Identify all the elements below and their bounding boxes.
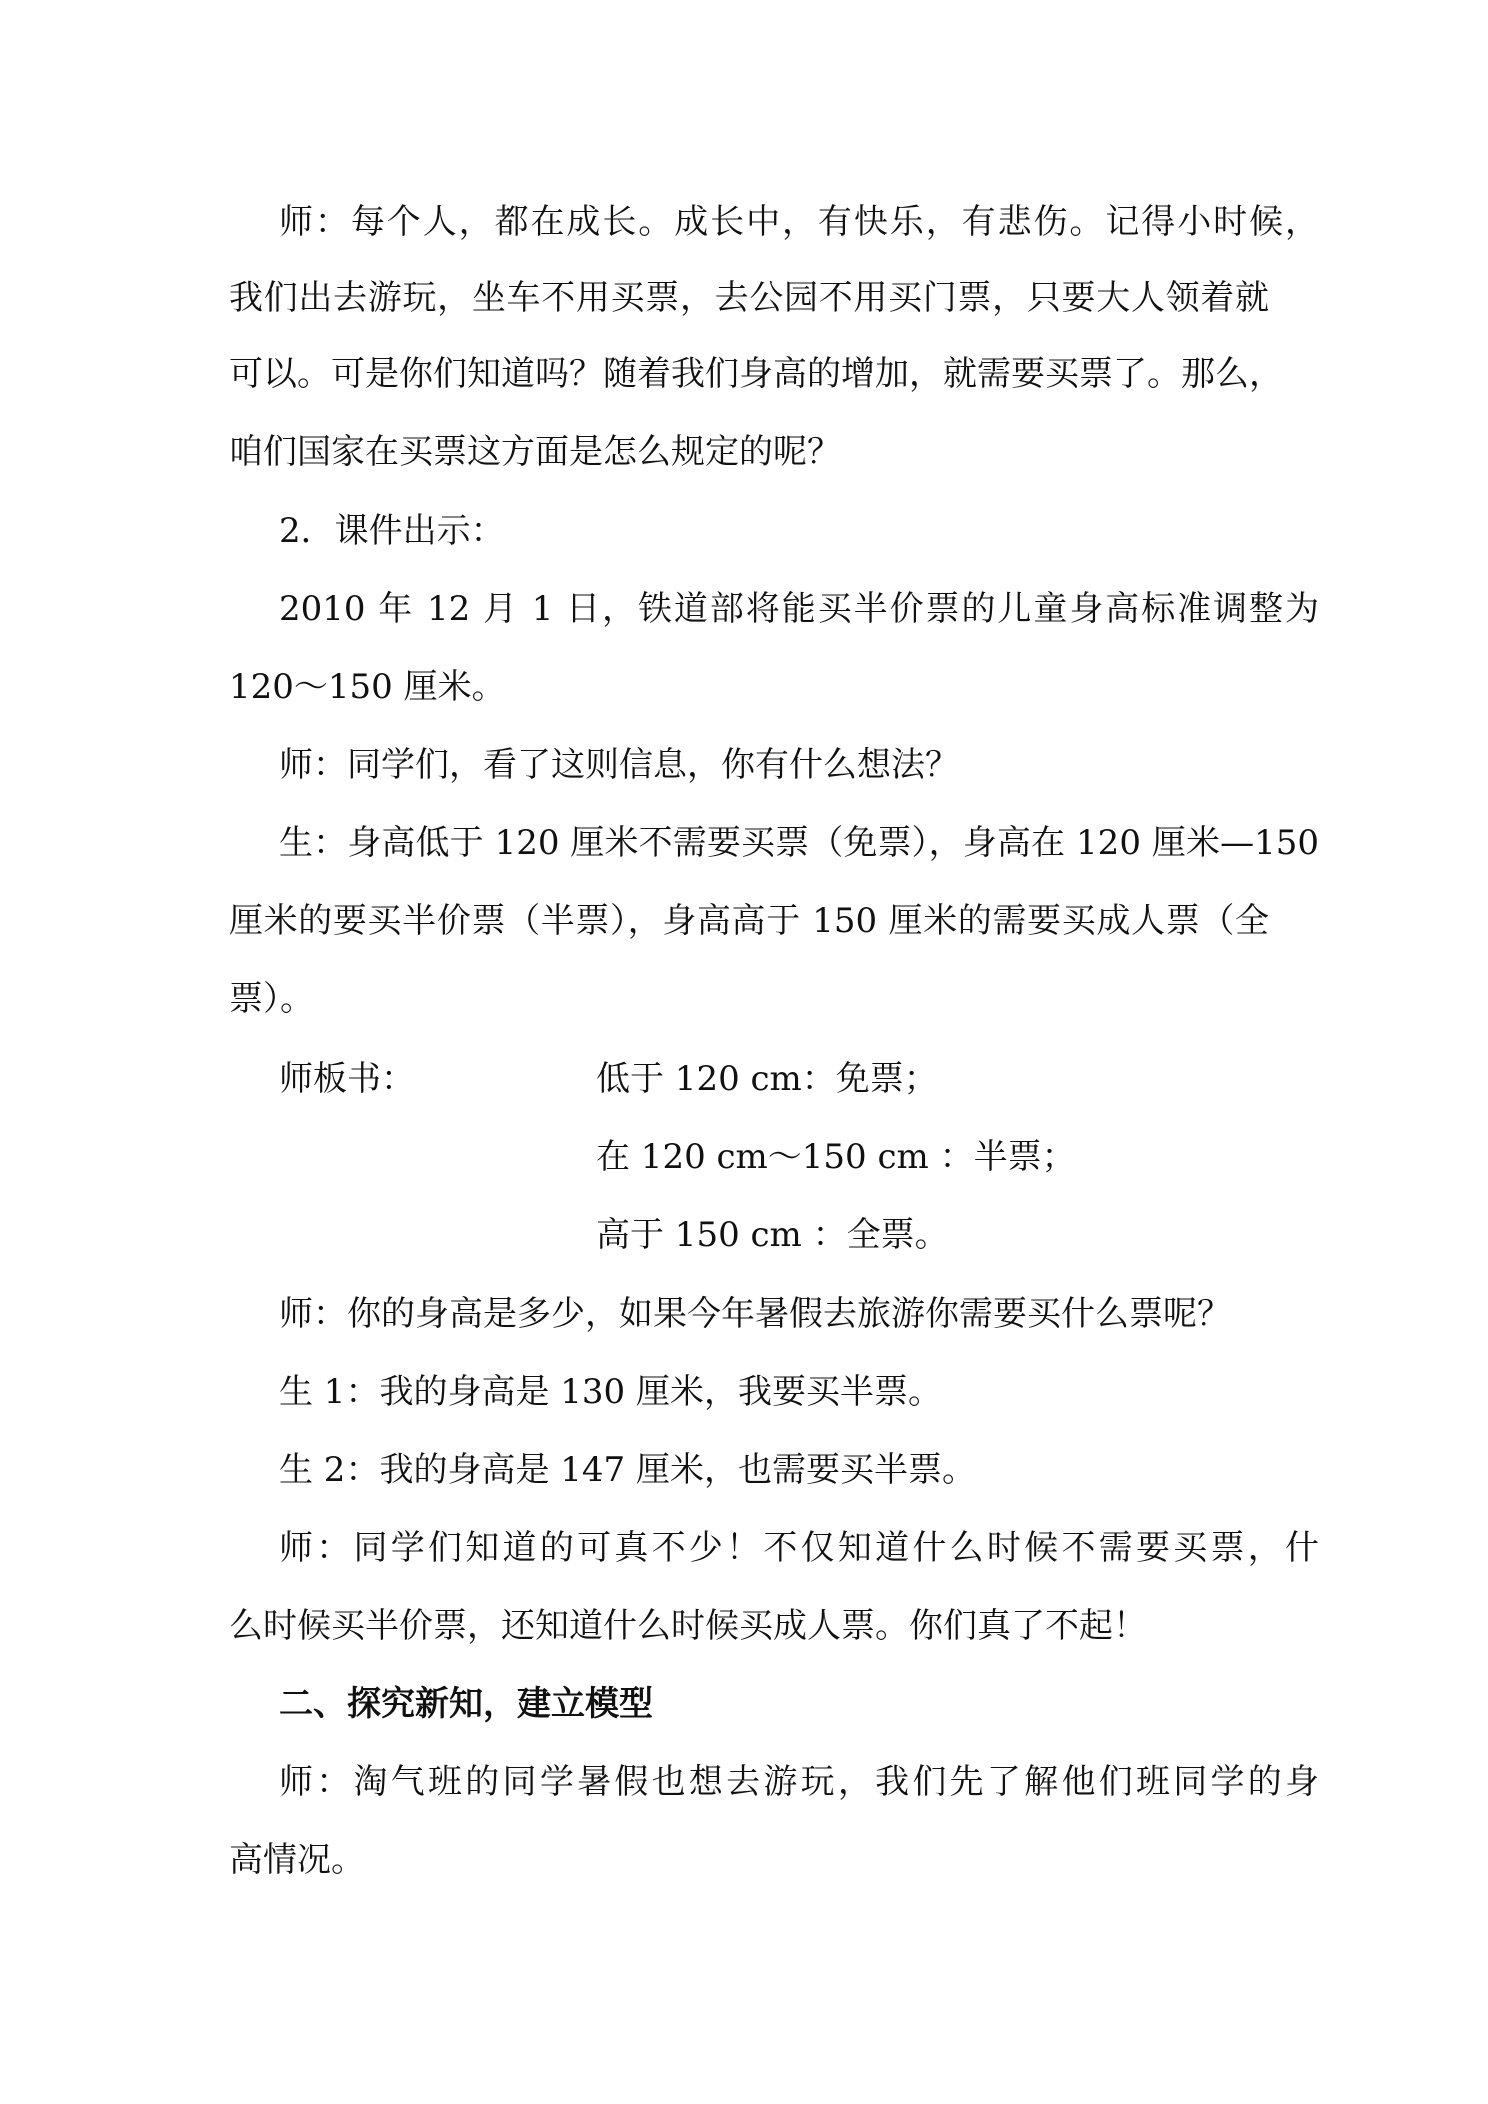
paragraph-line: 高情况。 [229, 1840, 365, 1880]
paragraph-line: 师：你的身高是多少，如果今年暑假去旅游你需要买什么票呢？ [279, 1294, 1231, 1334]
paragraph-line: 师：淘气班的同学暑假也想去游玩，我们先了解他们班同学的身 [279, 1762, 1319, 1802]
paragraph-line: 票）。 [229, 979, 314, 1019]
paragraph-line: 厘米的要买半价票（半票），身高高于 150 厘米的需要买成人票（全 [229, 901, 1269, 941]
paragraph-line: 120～150 厘米。 [229, 667, 506, 707]
paragraph-line: 生 2：我的身高是 147 厘米，也需要买半票。 [279, 1450, 976, 1490]
paragraph-line: 咱们国家在买票这方面是怎么规定的呢？ [229, 432, 841, 472]
section-label: 2．课件出示： [279, 511, 505, 551]
board-label: 师板书： [279, 1059, 415, 1099]
paragraph-line: 生：身高低于 120 厘米不需要买票（免票），身高在 120 厘米—150 [279, 823, 1319, 863]
section-heading: 二、探究新知，建立模型 [279, 1684, 653, 1724]
board-item: 在 120 cm～150 cm ：半票； [596, 1137, 1076, 1177]
paragraph-line: 师：同学们知道的可真不少！不仅知道什么时候不需要买票，什 [279, 1528, 1319, 1568]
paragraph-line: 生 1：我的身高是 130 厘米，我要买半票。 [279, 1372, 942, 1412]
paragraph-line: 么时候买半价票，还知道什么时候买成人票。你们真了不起！ [229, 1606, 1147, 1646]
paragraph-line: 师：每个人，都在成长。成长中，有快乐，有悲伤。记得小时候， [279, 202, 1319, 242]
board-item: 高于 150 cm ：全票。 [596, 1215, 949, 1255]
paragraph-line: 可以。可是你们知道吗？随着我们身高的增加，就需要买票了。那么， [229, 354, 1283, 394]
paragraph-line: 2010 年 12 月 1 日，铁道部将能买半价票的儿童身高标准调整为 [279, 589, 1319, 629]
paragraph-line: 师：同学们，看了这则信息，你有什么想法？ [279, 745, 959, 785]
paragraph-line: 我们出去游玩，坐车不用买票，去公园不用买门票，只要大人领着就 [229, 278, 1269, 318]
board-item: 低于 120 cm：免票； [596, 1059, 938, 1099]
